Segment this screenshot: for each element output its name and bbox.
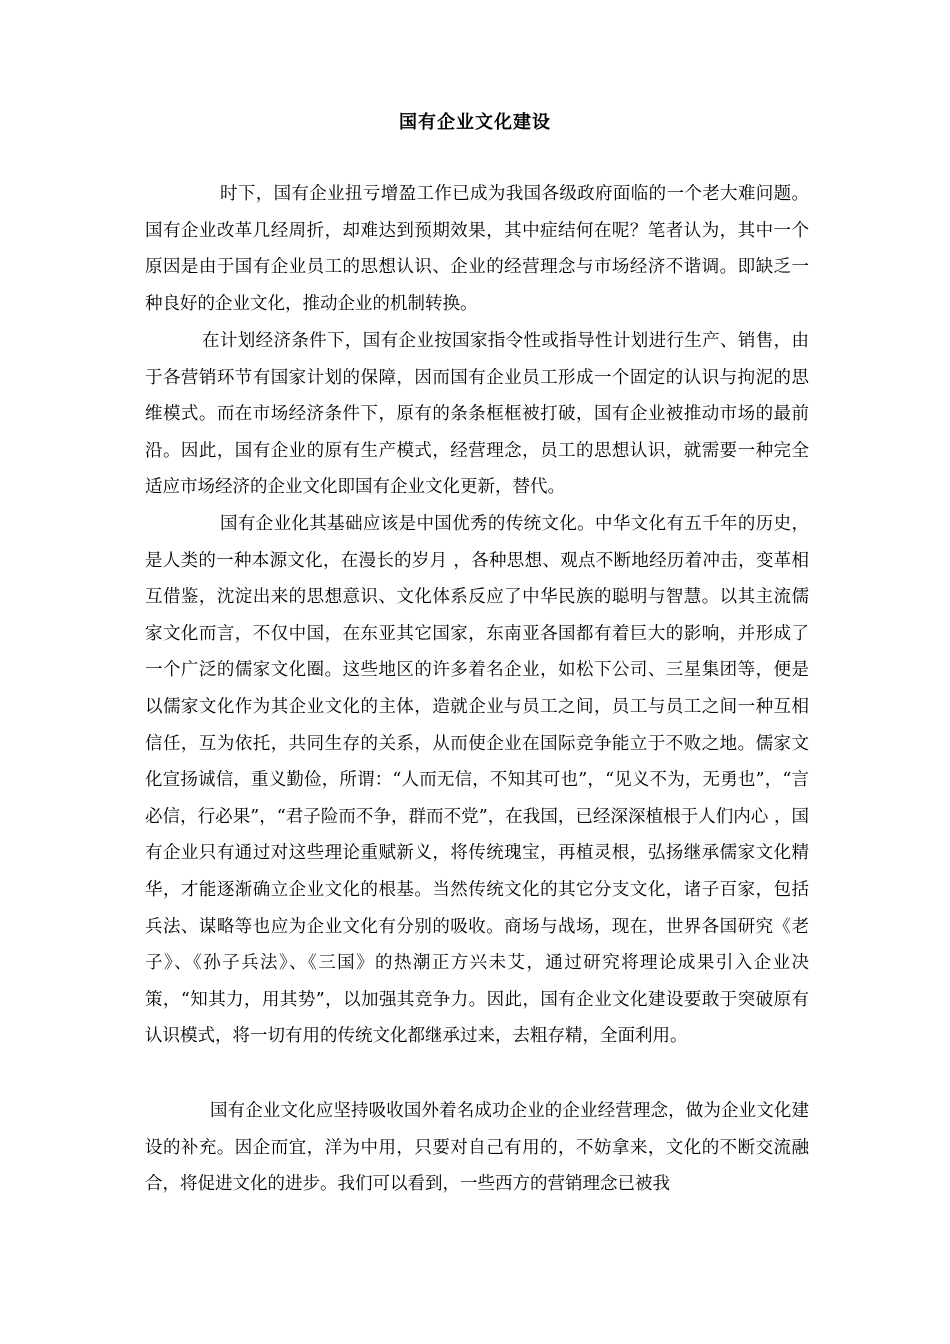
paragraph-2: 在计划经济条件下，国有企业按国家指令性或指导性计划进行生产、销售，由于各营销环节有国家计划的保障，因而国有企业员工形成一个固定的认识与拘泥的思维模式。而在市场经济条件下，原有的条条框框被打破，国有企业被推动市场的最前沿。因此，国有企业的原有生产模式，经营理念，员工的思想认识，就需要一种完全适应市场经济的企业文化即国有企业文化更新，替代。 xyxy=(145,331,809,498)
paragraph-1: 时下，国有企业扭亏增盈工作已成为我国各级政府面临的一个老大难问题。国有企业改革几经周折，却难达到预期效果，其中症结何在呢？笔者认为，其中一个原因是由于国有企业员工的思想认识、企业的经营理念与市场经济不谐调。即缺乏一种良好的企业文化，推动企业的机制转换。 xyxy=(145,184,809,314)
paragraph-4: 国有企业文化应坚持吸收国外着名成功企业的企业经营理念，做为企业文化建设的补充。因企而宜，洋为中用，只要对自己有用的，不妨拿来，文化的不断交流融合，将促进文化的进步。我们可以看到，一些西方的营销理念已被我 xyxy=(145,1101,809,1195)
paragraph-3: 国有企业化其基础应该是中国优秀的传统文化。中华文化有五千年的历史，是人类的一种本源文化，在漫长的岁月 ，各种思想、观点不断地经历着冲击，变革相互借鉴，沈淀出来的思想意识、文化体系反应了中华民族的聪明与智慧。以其主流儒家文化而言，不仅中国，在东亚其它国家，东南亚各国都有着巨大的影响，并形成了一个广泛的儒家文化圈。这些地区的许多着名企业，如松下公司、三星集团等，便是以儒家文化作为其企业文化的主体，造就企业与员工之间，员工与员工之间一种互相信任，互为依托，共同生存的关系，从而使企业在国际竞争能立于不败之地。儒家文化宣扬诚信，重义勤俭，所谓：“人而无信，不知其可也”，“见义不为，无勇也”，“言必信，行必果”，“君子险而不争，群而不党”，在我国，已经深深植根于人们内心 ，国有企业只有通过对这些理论重赋新义，将传统瑰宝，再植灵根，弘扬继承儒家文化精华，才能逐渐确立企业文化的根基。当然传统文化的其它分支文化，诸子百家，包括兵法、谋略等也应为企业文化有分别的吸收。商场与战场，现在，世界各国研究《老子》、《孙子兵法》、《三国》的热潮正方兴未艾，通过研究将理论成果引入企业决策，“知其力，用其势”，以加强其竞争力。因此，国有企业文化建设要敢于突破原有认识模式，将一切有用的传统文化都继承过来，去粗存精，全面利用。 xyxy=(145,514,809,1047)
document-title: 国有企业文化建设 xyxy=(399,112,551,133)
